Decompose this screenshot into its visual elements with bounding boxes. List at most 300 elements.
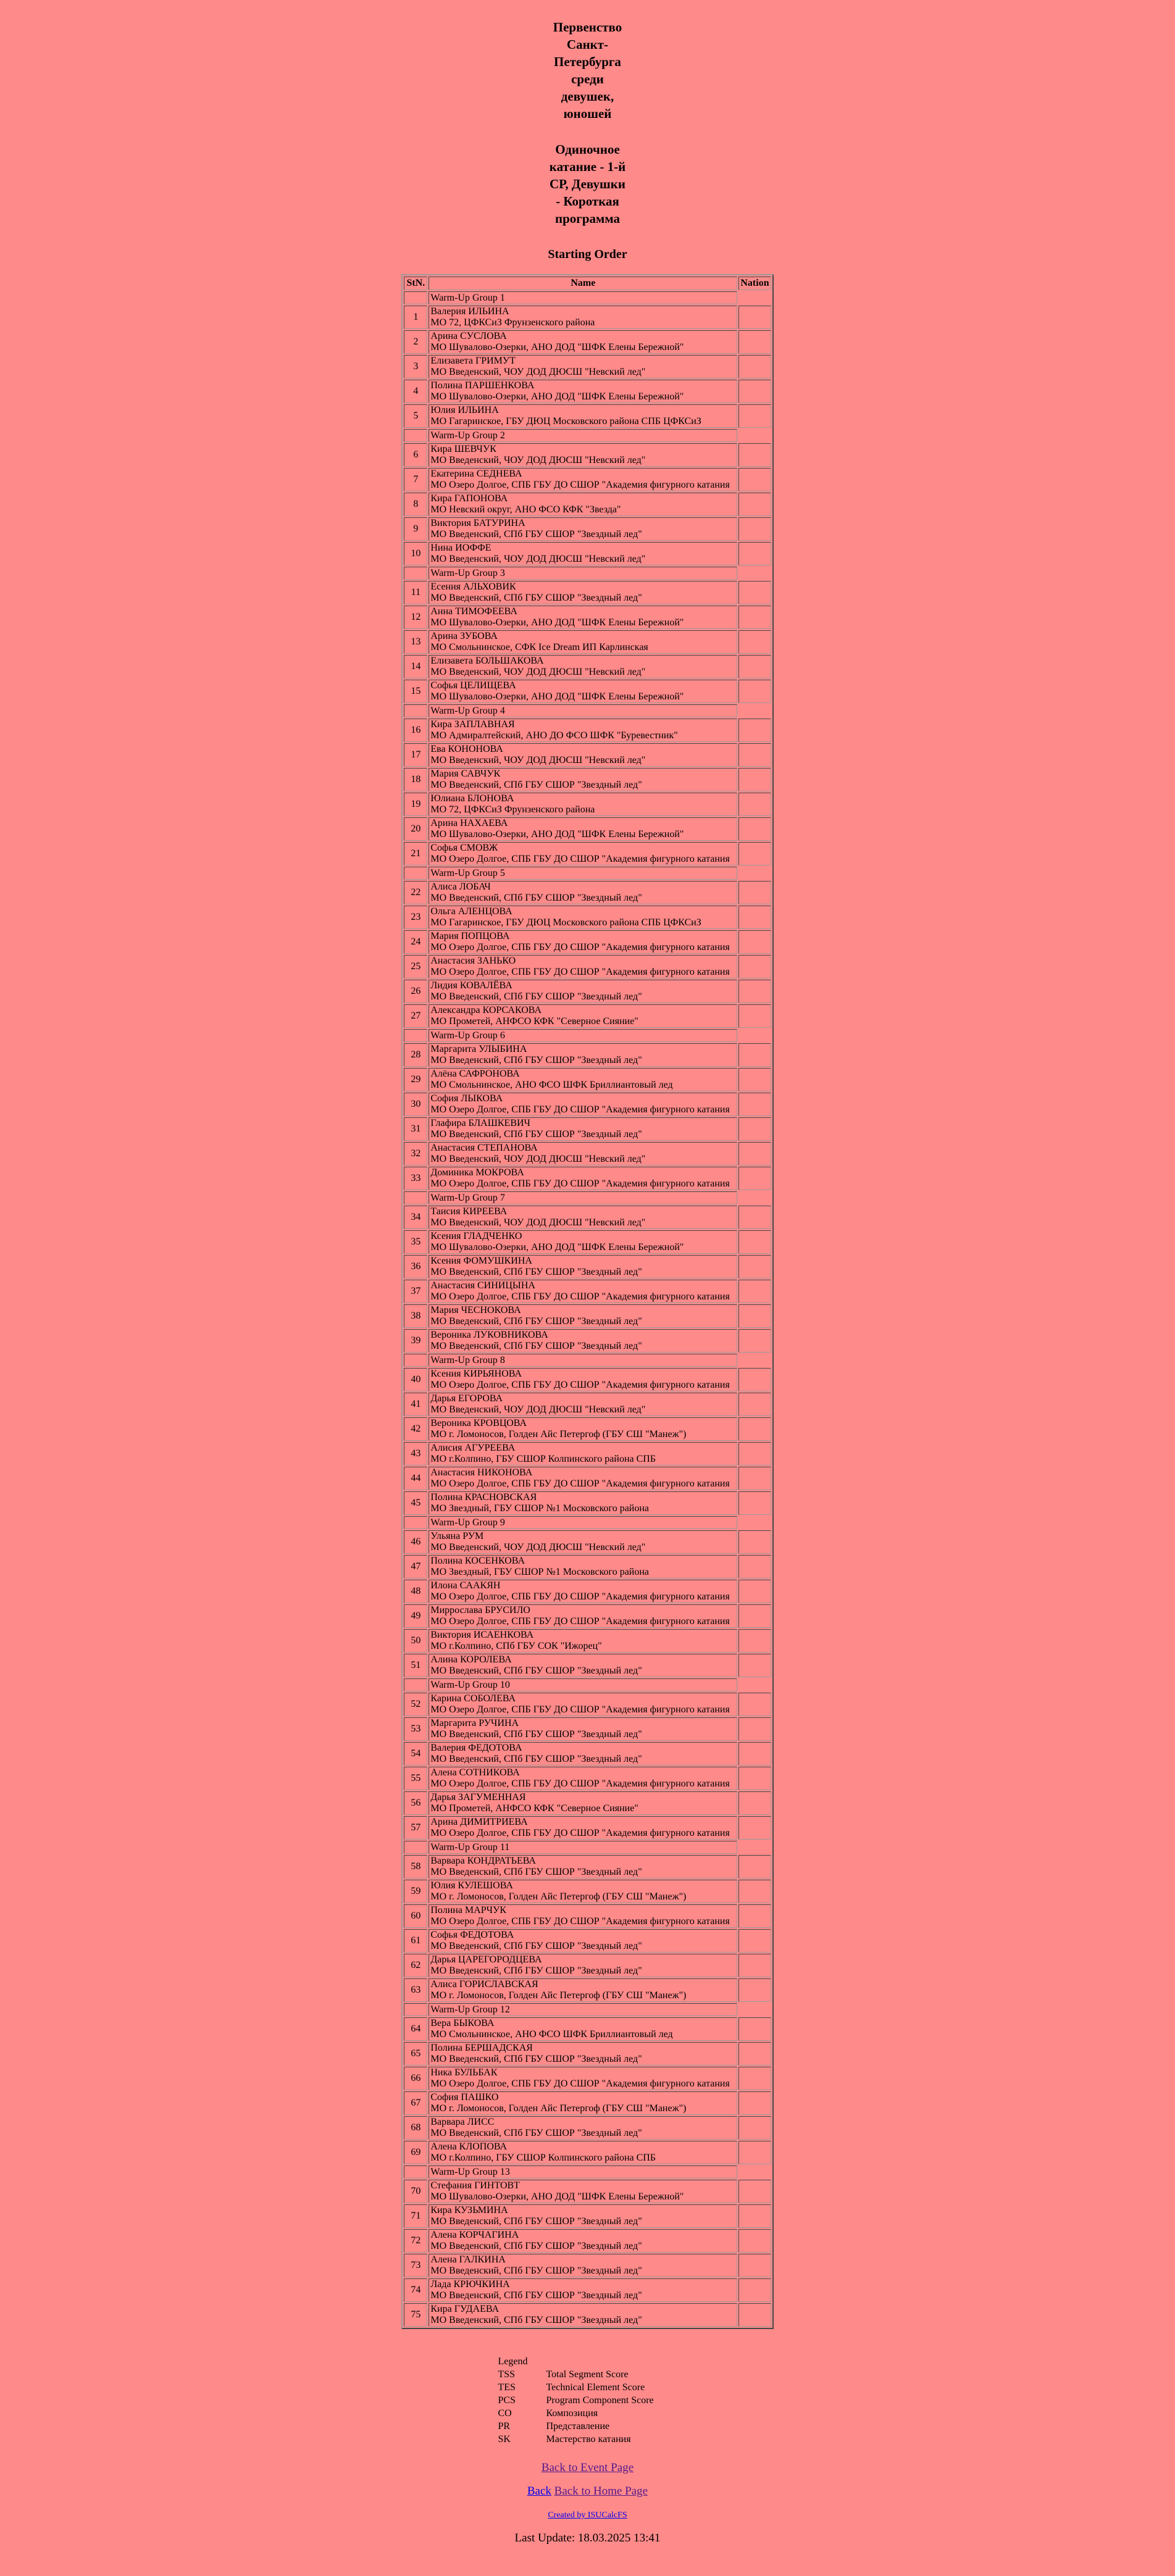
table-row <box>404 606 771 629</box>
start-number: 72 <box>404 2229 427 2253</box>
start-number: 4 <box>404 380 427 403</box>
nation-cell <box>738 1954 771 1977</box>
table-row <box>404 1167 771 1190</box>
skater-club: МО Озеро Долгое, СПБ ГБУ ДО СШОР "Академия фигурного катания <box>430 1591 730 1602</box>
skater-cell <box>429 1580 737 1603</box>
legend-abbr: PCS <box>498 2395 516 2406</box>
start-number: 31 <box>404 1117 427 1141</box>
table-row <box>404 1629 771 1653</box>
start-number: 6 <box>404 443 427 467</box>
skater-name: Лидия КОВАЛЁВА <box>430 980 512 991</box>
table-row <box>404 1742 771 1765</box>
stn-cell <box>404 567 427 580</box>
skater-club: МО Введенский, СПб ГБУ СШОР "Звездный лед" <box>430 2315 642 2325</box>
skater-club: МО Введенский, ЧОУ ДОД ДЮСШ "Невский лед" <box>430 367 646 377</box>
table-row <box>404 1004 771 1028</box>
skater-cell <box>429 1904 737 1928</box>
skater-name: Стефания ГИНТОВТ <box>430 2180 520 2191</box>
table-row <box>404 680 771 703</box>
skater-name: Александра КОРСАКОВА <box>430 1005 542 1015</box>
warmup-group-label: Warm-Up Group 2 <box>429 429 737 442</box>
nation-cell <box>738 355 771 378</box>
start-number: 58 <box>404 1855 427 1878</box>
warmup-group-label: Warm-Up Group 11 <box>429 1841 737 1854</box>
legend-description: Program Component Score <box>546 2395 654 2406</box>
legend-abbr: PR <box>498 2421 511 2432</box>
skater-club: МО Невский округ, АНО ФСО КФК "Звезда" <box>430 504 621 515</box>
start-number: 8 <box>404 493 427 516</box>
skater-cell <box>429 1368 737 1391</box>
skater-cell <box>429 1417 737 1441</box>
skater-club: МО Введенский, ЧОУ ДОД ДЮСШ "Невский лед" <box>430 1404 646 1415</box>
table-row <box>404 1904 771 1928</box>
name-column-header: Name <box>429 277 737 290</box>
nation-cell <box>738 881 771 904</box>
start-number: 70 <box>404 2180 427 2203</box>
skater-name: Юлиана БЛОНОВА <box>430 793 514 804</box>
table-row <box>404 2042 771 2065</box>
start-number: 25 <box>404 955 427 978</box>
table-row <box>404 1654 771 1677</box>
table-row <box>404 330 771 354</box>
warmup-group-label: Warm-Up Group 8 <box>429 1354 737 1367</box>
skater-name: Виктория БАТУРИНА <box>430 518 525 528</box>
skater-name: Арина ЗУБОВА <box>430 631 498 641</box>
table-row <box>404 1304 771 1328</box>
table-row <box>404 2091 771 2115</box>
skater-club: МО г.Колпино, ГБУ СШОР Колпинского района СПБ <box>430 1454 656 1464</box>
skater-cell <box>429 2017 737 2041</box>
start-number: 17 <box>404 743 427 767</box>
table-row <box>404 842 771 865</box>
skater-club: МО Озеро Долгое, СПБ ГБУ ДО СШОР "Академия фигурного катания <box>430 1828 730 1838</box>
table-row <box>404 2303 771 2327</box>
start-number: 73 <box>404 2254 427 2277</box>
skater-cell <box>429 906 737 929</box>
skater-name: Алёна САФРОНОВА <box>430 1069 520 1079</box>
skater-name: Юлия ИЛЬИНА <box>430 405 499 415</box>
skater-cell <box>429 1393 737 1416</box>
skater-name: Мария ПОПЦОВА <box>430 931 510 941</box>
nation-cell <box>738 1717 771 1741</box>
legend-row <box>498 2433 677 2446</box>
skater-club: МО Введенский, СПб ГБУ СШОР "Звездный лед" <box>430 1129 642 1140</box>
skater-cell <box>429 2067 737 2090</box>
start-number: 60 <box>404 1904 427 1928</box>
skater-club: МО Смольнинское, СФК Ice Dream ИП Карлинская <box>430 642 648 652</box>
skater-club: МО Шувалово-Озерки, АНО ДОД "ШФК Елены Бережной" <box>430 2191 684 2202</box>
skater-cell <box>429 743 737 767</box>
skater-name: Полина БЕРШАДСКАЯ <box>430 2043 533 2053</box>
nation-cell <box>738 743 771 767</box>
stn-cell <box>404 1841 427 1854</box>
skater-cell <box>429 1068 737 1091</box>
skater-name: Ксения ФОМУШКИНА <box>430 1256 532 1266</box>
legend-description: Мастерство катания <box>546 2434 631 2445</box>
table-row <box>404 1230 771 1254</box>
skater-cell <box>429 1717 737 1741</box>
skater-club: МО Введенский, СПб ГБУ СШОР "Звездный лед" <box>430 1267 642 1277</box>
nation-cell <box>738 1791 771 1815</box>
nation-cell <box>738 1693 771 1716</box>
skater-club: МО г. Ломоносов, Голден Айс Петергоф (ГБУ СШ "Манеж") <box>430 2103 687 2114</box>
nation-cell <box>738 1555 771 1578</box>
nation-cell <box>738 606 771 629</box>
legend-abbr: SK <box>498 2434 511 2445</box>
table-row <box>404 1393 771 1416</box>
skater-club: МО Введенский, СПб ГБУ СШОР "Звездный лед" <box>430 2241 642 2251</box>
legend-row <box>498 2381 677 2394</box>
skater-cell <box>429 817 737 841</box>
nation-cell <box>738 1255 771 1278</box>
stn-cell <box>404 1354 427 1367</box>
start-number: 35 <box>404 1230 427 1254</box>
nation-cell <box>738 2141 771 2164</box>
skater-club: МО Озеро Долгое, СПБ ГБУ ДО СШОР "Академия фигурного катания <box>430 1778 730 1789</box>
table-row <box>404 1580 771 1603</box>
back-to-event-page-link[interactable]: Back to Event Page <box>541 2461 634 2474</box>
start-number: 10 <box>404 542 427 565</box>
warmup-group-row <box>404 704 771 717</box>
legend-tbody <box>498 2355 677 2446</box>
nation-cell <box>738 1742 771 1765</box>
skater-cell <box>429 606 737 629</box>
skater-name: Алена КЛОПОВА <box>430 2141 508 2152</box>
table-row <box>404 2204 771 2228</box>
skater-club: МО 72, ЦФКСиЗ Фрунзенского района <box>430 804 595 815</box>
table-row <box>404 1693 771 1716</box>
table-row <box>404 1717 771 1741</box>
legend-abbr: TSS <box>498 2369 516 2380</box>
skater-name: Нина ИОФФЕ <box>430 543 491 553</box>
legend-abbr: CO <box>498 2408 512 2419</box>
skater-cell <box>429 1954 737 1977</box>
table-row <box>404 1206 771 1229</box>
legend-description: Представление <box>546 2421 610 2432</box>
skater-club: МО Введенский, СПб ГБУ СШОР "Звездный лед" <box>430 1341 642 1351</box>
skater-cell <box>429 1629 737 1653</box>
start-number: 37 <box>404 1280 427 1303</box>
skater-club: МО Озеро Долгое, СПБ ГБУ ДО СШОР "Академия фигурного катания <box>430 1291 730 1302</box>
nation-cell <box>738 380 771 403</box>
skater-cell <box>429 2254 737 2277</box>
table-row <box>404 906 771 929</box>
warmup-group-row <box>404 1678 771 1691</box>
skater-cell <box>429 1978 737 2002</box>
start-number: 45 <box>404 1491 427 1515</box>
skater-cell <box>429 1043 737 1067</box>
nation-cell <box>738 306 771 329</box>
skater-club: МО Шувалово-Озерки, АНО ДОД "ШФК Елены Бережной" <box>430 1242 684 1253</box>
skater-cell <box>429 2204 737 2228</box>
skater-name: София ЛЫКОВА <box>430 1093 503 1104</box>
skater-cell <box>429 930 737 954</box>
skater-cell <box>429 1555 737 1578</box>
skater-club: МО Шувалово-Озерки, АНО ДОД "ШФК Елены Бережной" <box>430 617 684 628</box>
skater-cell <box>429 1467 737 1490</box>
skater-club: МО г. Ломоносов, Голден Айс Петергоф (ГБУ СШ "Манеж") <box>430 1990 687 2001</box>
skater-club: МО Введенский, СПб ГБУ СШОР "Звездный лед" <box>430 780 642 790</box>
skater-cell <box>429 980 737 1003</box>
skater-name: Таисия КИРЕЕВА <box>430 1206 508 1217</box>
skater-cell <box>429 1530 737 1554</box>
nation-cell <box>738 1068 771 1091</box>
skater-club: МО Смольнинское, АНО ФСО ШФК Бриллиантовый лед <box>430 2029 673 2040</box>
skater-name: Доминика МОКРОВА <box>430 1167 524 1178</box>
start-number: 41 <box>404 1393 427 1416</box>
stn-cell <box>404 1029 427 1042</box>
skater-name: Ксения ГЛАДЧЕНКО <box>430 1231 522 1241</box>
skater-club: МО Озеро Долгое, СПБ ГБУ ДО СШОР "Академия фигурного катания <box>430 1704 730 1715</box>
start-number: 62 <box>404 1954 427 1977</box>
credit-link-row <box>0 2510 1175 2521</box>
nation-column-header: Nation <box>738 277 771 290</box>
skater-club: МО Введенский, СПб ГБУ СШОР "Звездный лед" <box>430 2290 642 2301</box>
skater-cell <box>429 2042 737 2065</box>
back-link[interactable]: Back <box>527 2485 551 2498</box>
start-number: 32 <box>404 1142 427 1165</box>
skater-name: Софья ФЕДОТОВА <box>430 1930 514 1940</box>
table-row <box>404 1816 771 1840</box>
nation-cell <box>738 1230 771 1254</box>
skater-cell <box>429 1491 737 1515</box>
nation-cell <box>738 2303 771 2327</box>
start-number: 61 <box>404 1929 427 1953</box>
skater-name: Алиса ЛОБАЧ <box>430 882 491 892</box>
created-by-isucalcfs-link[interactable]: Created by ISUCalcFS <box>548 2511 627 2520</box>
legend-row <box>498 2420 677 2433</box>
skater-name: Вероника ЛУКОВНИКОВА <box>430 1330 548 1340</box>
skater-club: МО Адмиралтейский, АНО ДО ФСО ШФК "Буревестник" <box>430 730 678 741</box>
skater-club: МО Введенский, СПб ГБУ СШОР "Звездный лед" <box>430 893 642 903</box>
start-number: 52 <box>404 1693 427 1716</box>
stn-cell <box>404 2003 427 2016</box>
table-row <box>404 1417 771 1441</box>
nation-cell <box>738 1604 771 1628</box>
skater-name: Лада КРЮЧКИНА <box>430 2279 510 2290</box>
starting-order-tbody <box>404 291 771 2327</box>
skater-name: Кира ГАПОНОВА <box>430 493 508 504</box>
skater-club: МО Гагаринское, ГБУ ДЮЦ Московского района СПБ ЦФКСиЗ <box>430 416 701 427</box>
skater-name: Анастасия СТЕПАНОВА <box>430 1143 538 1153</box>
start-number: 33 <box>404 1167 427 1190</box>
skater-name: Глафира БЛАШКЕВИЧ <box>430 1118 530 1128</box>
start-number: 15 <box>404 680 427 703</box>
warmup-group-row <box>404 2165 771 2178</box>
nation-cell <box>738 1467 771 1490</box>
skater-club: МО Озеро Долгое, СПБ ГБУ ДО СШОР "Академия фигурного катания <box>430 480 730 490</box>
table-row <box>404 930 771 954</box>
skater-name: Алена СОТНИКОВА <box>430 1767 520 1778</box>
warmup-group-row <box>404 2003 771 2016</box>
skater-cell <box>429 719 737 742</box>
skater-name: Мария САВЧУК <box>430 769 501 779</box>
skater-cell <box>429 630 737 654</box>
start-number: 24 <box>404 930 427 954</box>
skater-name: Арина СУСЛОВА <box>430 331 507 341</box>
skater-club: МО Введенский, СПб ГБУ СШОР "Звездный лед" <box>430 2216 642 2227</box>
skater-club: МО Озеро Долгое, СПБ ГБУ ДО СШОР "Академия фигурного катания <box>430 1916 730 1927</box>
starting-order-table <box>401 274 773 2329</box>
skater-cell <box>429 1329 737 1353</box>
skater-club: МО Введенский, СПб ГБУ СШОР "Звездный лед" <box>430 1665 642 1676</box>
skater-name: Илона СААКЯН <box>430 1580 501 1591</box>
nation-cell <box>738 443 771 467</box>
skater-club: МО Введенский, СПб ГБУ СШОР "Звездный лед" <box>430 1754 642 1764</box>
skater-name: Ульяна РУМ <box>430 1531 484 1541</box>
skater-name: Алена КОРЧАГИНА <box>430 2230 519 2240</box>
skater-club: МО г.Колпино, ГБУ СШОР Колпинского района СПБ <box>430 2153 656 2163</box>
stn-cell <box>404 1191 427 1204</box>
skater-cell <box>429 793 737 816</box>
legend-title: Legend <box>498 2356 528 2367</box>
start-number: 21 <box>404 842 427 865</box>
table-row <box>404 2141 771 2164</box>
start-number: 16 <box>404 719 427 742</box>
warmup-group-row <box>404 1516 771 1529</box>
skater-cell <box>429 1929 737 1953</box>
nation-cell <box>738 1093 771 1116</box>
nation-cell <box>738 2042 771 2065</box>
skater-club: МО Озеро Долгое, СПБ ГБУ ДО СШОР "Академия фигурного катания <box>430 1478 730 1489</box>
start-number: 68 <box>404 2116 427 2140</box>
start-number: 42 <box>404 1417 427 1441</box>
warmup-group-row <box>404 1354 771 1367</box>
back-to-home-page-link[interactable]: Back to Home Page <box>554 2485 648 2498</box>
table-row <box>404 2254 771 2277</box>
skater-cell <box>429 1004 737 1028</box>
skater-cell <box>429 1142 737 1165</box>
skater-name: Мария ЧЕСНОКОВА <box>430 1305 521 1315</box>
table-row <box>404 306 771 329</box>
warmup-group-label: Warm-Up Group 7 <box>429 1191 737 1204</box>
skater-club: МО Звездный, ГБУ СШОР №1 Московского района <box>430 1567 650 1577</box>
stn-cell <box>404 429 427 442</box>
skater-cell <box>429 1604 737 1628</box>
warmup-group-label: Warm-Up Group 10 <box>429 1678 737 1691</box>
table-row <box>404 1555 771 1578</box>
table-row <box>404 1791 771 1815</box>
start-number: 28 <box>404 1043 427 1067</box>
start-number: 64 <box>404 2017 427 2041</box>
warmup-group-row <box>404 1841 771 1854</box>
table-row <box>404 817 771 841</box>
table-row <box>404 404 771 428</box>
skater-club: МО Озеро Долгое, СПБ ГБУ ДО СШОР "Академия фигурного катания <box>430 967 730 977</box>
nation-cell <box>738 842 771 865</box>
skater-club: МО г. Ломоносов, Голден Айс Петергоф (ГБУ СШ "Манеж") <box>430 1429 687 1440</box>
skater-name: София ПАШКО <box>430 2092 499 2103</box>
legend-description: Композиция <box>546 2408 598 2419</box>
legend-row <box>498 2407 677 2420</box>
start-number: 7 <box>404 468 427 491</box>
nation-cell <box>738 980 771 1003</box>
table-row <box>404 630 771 654</box>
nation-cell <box>738 1855 771 1878</box>
skater-club: МО Введенский, ЧОУ ДОД ДЮСШ "Невский лед" <box>430 1542 646 1553</box>
table-row <box>404 542 771 565</box>
start-number: 65 <box>404 2042 427 2065</box>
skater-name: Кира ЗАПЛАВНАЯ <box>430 719 515 730</box>
table-row <box>404 768 771 791</box>
warmup-group-label: Warm-Up Group 4 <box>429 704 737 717</box>
skater-club: МО Введенский, СПб ГБУ СШОР "Звездный лед" <box>430 529 642 540</box>
skater-name: Дарья ЕГОРОВА <box>430 1393 503 1404</box>
warmup-group-row <box>404 1029 771 1042</box>
nation-cell <box>738 1491 771 1515</box>
skater-name: Миррослава БРУСИЛО <box>430 1605 530 1615</box>
table-row <box>404 1604 771 1628</box>
nation-cell <box>738 2017 771 2041</box>
table-row <box>404 1368 771 1391</box>
warmup-group-row <box>404 867 771 880</box>
skater-club: МО Введенский, СПб ГБУ СШОР "Звездный лед" <box>430 1729 642 1740</box>
table-row <box>404 2229 771 2253</box>
skater-name: Юлия КУЛЕШОВА <box>430 1880 513 1891</box>
skater-name: Анастасия НИКОНОВА <box>430 1467 533 1478</box>
nation-cell <box>738 2180 771 2203</box>
nation-cell <box>738 1904 771 1928</box>
table-row <box>404 980 771 1003</box>
start-number: 49 <box>404 1604 427 1628</box>
start-number: 69 <box>404 2141 427 2164</box>
legend-description: Total Segment Score <box>546 2369 629 2380</box>
nation-cell <box>738 493 771 516</box>
skater-club: МО Озеро Долгое, СПБ ГБУ ДО СШОР "Академия фигурного катания <box>430 942 730 952</box>
skater-cell <box>429 542 737 565</box>
skater-club: МО Введенский, СПб ГБУ СШОР "Звездный лед" <box>430 2054 642 2064</box>
stn-cell <box>404 867 427 880</box>
skater-club: МО Введенский, ЧОУ ДОД ДЮСШ "Невский лед" <box>430 455 646 465</box>
nation-cell <box>738 2204 771 2228</box>
skater-cell <box>429 1255 737 1278</box>
skater-cell <box>429 1304 737 1328</box>
skater-name: Кира КУЗЬМИНА <box>430 2205 508 2215</box>
table-row <box>404 1978 771 2002</box>
start-number: 59 <box>404 1880 427 1903</box>
start-number: 11 <box>404 581 427 604</box>
skater-name: Кира ШЕВЧУК <box>430 444 496 454</box>
start-number: 46 <box>404 1530 427 1554</box>
table-row <box>404 1442 771 1465</box>
table-row <box>404 955 771 978</box>
skater-cell <box>429 2180 737 2203</box>
start-number: 34 <box>404 1206 427 1229</box>
start-number: 55 <box>404 1767 427 1790</box>
warmup-group-row <box>404 291 771 304</box>
table-row <box>404 2116 771 2140</box>
table-row <box>404 517 771 541</box>
skater-cell <box>429 1093 737 1116</box>
skater-club: МО Введенский, СПб ГБУ СШОР "Звездный лед" <box>430 593 642 603</box>
start-number: 19 <box>404 793 427 816</box>
start-number: 48 <box>404 1580 427 1603</box>
nation-cell <box>738 330 771 354</box>
skater-cell <box>429 2229 737 2253</box>
start-number: 36 <box>404 1255 427 1278</box>
start-number: 12 <box>404 606 427 629</box>
skater-club: МО Озеро Долгое, СПБ ГБУ ДО СШОР "Академия фигурного катания <box>430 1178 730 1189</box>
skater-cell <box>429 1767 737 1790</box>
nation-cell <box>738 1117 771 1141</box>
start-number: 26 <box>404 980 427 1003</box>
table-row <box>404 1467 771 1490</box>
start-number: 56 <box>404 1791 427 1815</box>
table-row <box>404 881 771 904</box>
nation-cell <box>738 1629 771 1653</box>
skater-cell <box>429 2303 737 2327</box>
skater-cell <box>429 2091 737 2115</box>
